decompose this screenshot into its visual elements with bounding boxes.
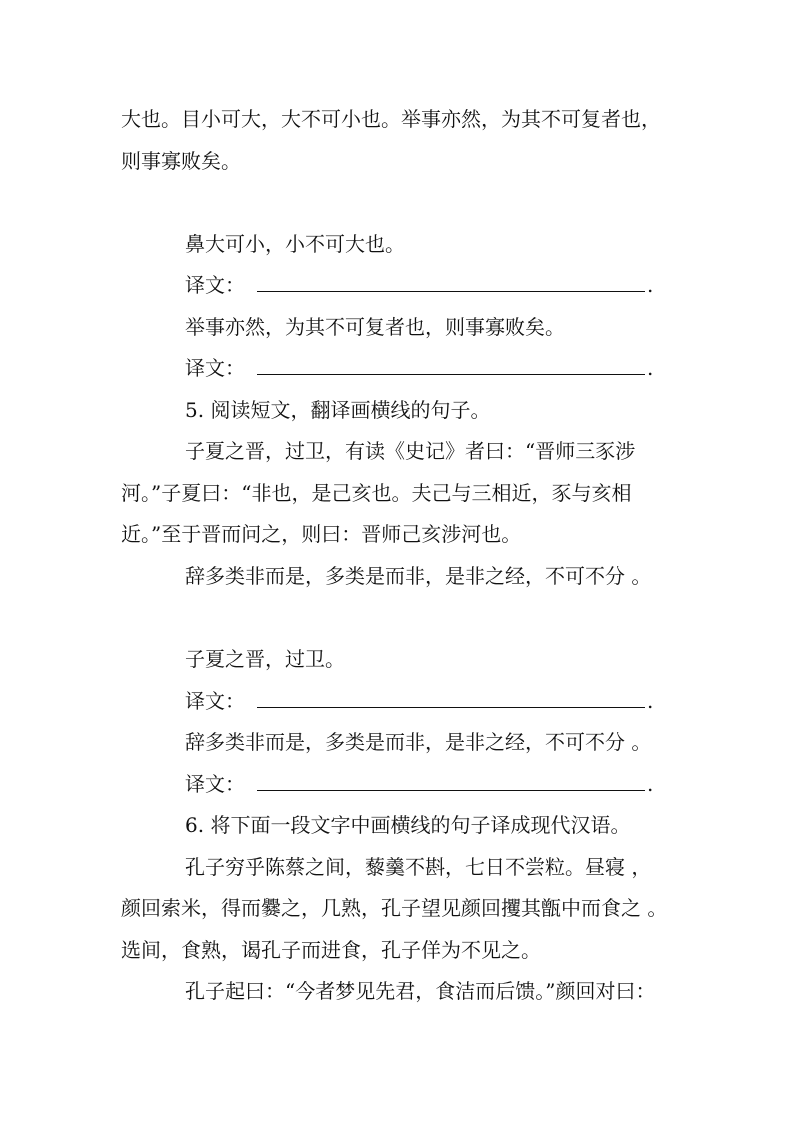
blank-end-dot: .: [647, 689, 654, 713]
blank-end-dot: .: [647, 356, 654, 380]
passage-line: 近。”至于晋而问之，则曰：晋师己亥涉河也。: [121, 522, 522, 546]
passage-line: 子夏之晋，过卫，有读《史记》者曰：“晋师三豕涉: [185, 439, 636, 463]
translation-row: [185, 689, 653, 713]
blank-end-dot: .: [647, 273, 654, 297]
target-sentence: 举事亦然，为其不可复者也，则事寡败矣。: [185, 315, 565, 339]
translation-row: [185, 273, 653, 297]
passage-line: 颜回索米，得而爨之，几熟，孔子望见颜回攫其甑中而食之 。: [121, 896, 668, 920]
passage-line: 孔子起曰：“今者梦见先君，食洁而后馈。”颜回对曰：: [185, 979, 656, 1003]
passage-line: 河。”子夏曰：“非也，是己亥也。夫己与三相近，豕与亥相: [121, 481, 632, 505]
passage-line: 选间，食熟，谒孔子而进食，孔子佯为不见之。: [121, 938, 541, 962]
target-sentence: 子夏之晋，过卫。: [185, 647, 345, 671]
question-title: 5. 阅读短文，翻译画横线的句子。: [185, 398, 491, 422]
passage-line: 大也。目小可大，大不可小也。举事亦然，为其不可复者也，: [121, 107, 661, 131]
translation-row: [185, 772, 653, 796]
passage-line: 则事寡败矣。: [121, 149, 241, 173]
passage-line: 辞多类非而是，多类是而非，是非之经，不可不分 。: [185, 564, 652, 588]
question-title: 6. 将下面一段文字中画横线的句子译成现代汉语。: [185, 813, 631, 837]
answer-blank[interactable]: [257, 773, 645, 791]
answer-blank[interactable]: [257, 274, 645, 292]
translation-label: 译文：: [185, 273, 245, 297]
translation-label: 译文：: [185, 689, 245, 713]
blank-end-dot: .: [647, 772, 654, 796]
answer-blank[interactable]: [257, 690, 645, 708]
target-sentence: 鼻大可小，小不可大也。: [185, 232, 405, 256]
translation-row: [185, 356, 653, 380]
passage-line: 孔子穷乎陈蔡之间，藜羹不斟，七日不尝粒。昼寝 ，: [185, 855, 652, 879]
translation-label: 译文：: [185, 772, 245, 796]
target-sentence: 辞多类非而是，多类是而非，是非之经，不可不分 。: [185, 730, 652, 754]
translation-label: 译文：: [185, 356, 245, 380]
answer-blank[interactable]: [257, 357, 645, 375]
